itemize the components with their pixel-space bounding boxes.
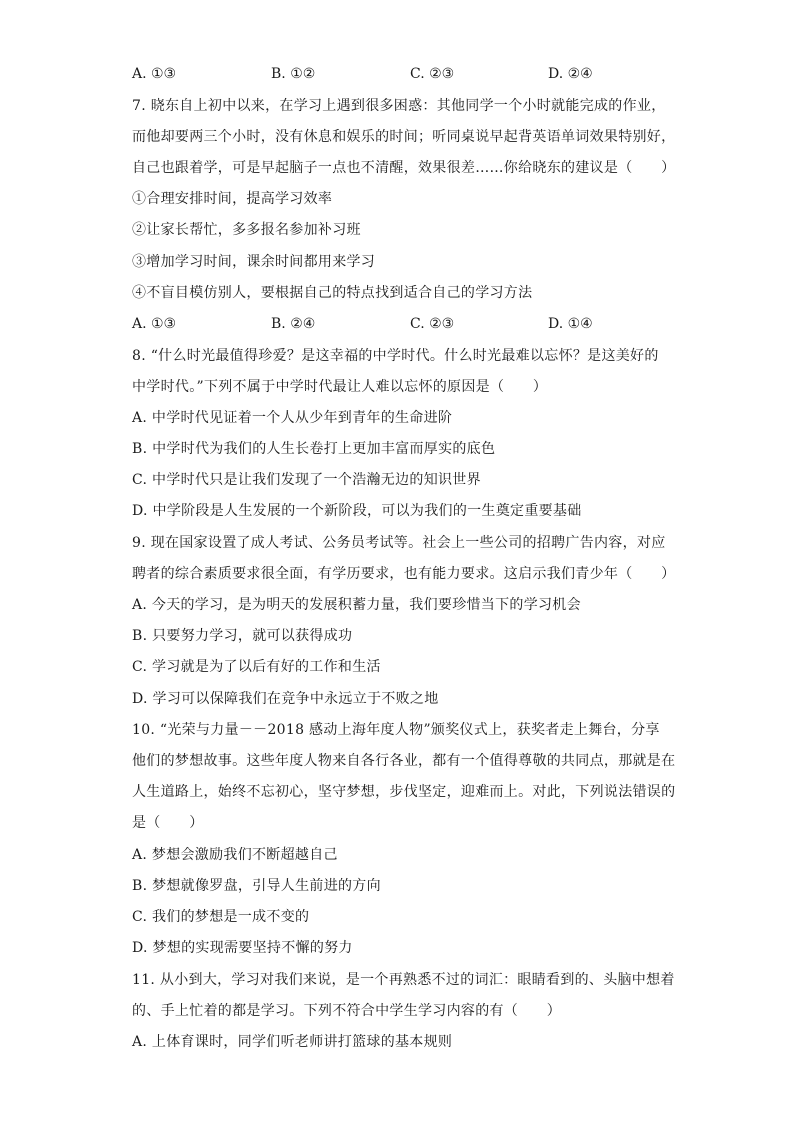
question-9-stem-line: 聘者的综合素质要求很全面，有学历要求，也有能力要求。这启示我们青少年（ ） (132, 566, 676, 582)
question-7-statement: ④不盲目模仿别人，要根据自己的特点找到适合自己的学习方法 (132, 285, 533, 301)
option-d: D. ②④ (548, 66, 593, 82)
question-7-statement: ②让家长帮忙，多多报名参加补习班 (132, 222, 361, 238)
question-10-stem-line: 他们的梦想故事。这些年度人物来自各行各业，都有一个值得尊敬的共同点，那就是在 (132, 753, 676, 769)
question-9-option-d: D. 学习可以保障我们在竞争中永远立于不败之地 (132, 691, 439, 707)
question-8-option-b: B. 中学时代为我们的人生长卷打上更加丰富而厚实的底色 (132, 441, 496, 457)
question-7-stem-line: 7. 晓东自上初中以来，在学习上遇到很多困惑：其他同学一个小时就能完成的作业， (132, 98, 666, 114)
question-8-option-a: A. 中学时代见证着一个人从少年到青年的生命进阶 (132, 410, 453, 426)
question-11-option-a: A. 上体育课时，同学们听老师讲打篮球的基本规则 (132, 1034, 453, 1050)
question-8-option-d: D. 中学阶段是人生发展的一个新阶段，可以为我们的一生奠定重要基础 (132, 503, 582, 519)
option-b: B. ②④ (271, 316, 316, 332)
question-7-statement: ③增加学习时间，课余时间都用来学习 (132, 254, 376, 270)
option-a: A. ①③ (132, 316, 177, 332)
question-7-stem-line: 而他却要两三个小时，没有休息和娱乐的时间；听同桌说早起背英语单词效果特别好， (132, 129, 676, 145)
question-8-stem-line: 中学时代。”下列不属于中学时代最让人难以忘怀的原因是（ ） (132, 379, 548, 395)
question-10-stem-line: 人生道路上，始终不忘初心，坚守梦想，步伐坚定，迎难而上。对此，下列说法错误的 (132, 784, 676, 800)
question-10-stem-line: 10. “光荣与力量－－2018 感动上海年度人物”颁奖仪式上，获奖者走上舞台，分享 (132, 722, 660, 738)
option-a: A. ①③ (132, 66, 177, 82)
question-10-option-c: C. 我们的梦想是一成不变的 (132, 909, 310, 925)
question-8-stem-line: 8. “什么时光最值得珍爱？是这幸福的中学时代。什么时光最难以忘怀？是这美好的 (132, 348, 659, 364)
question-9-stem-line: 9. 现在国家设置了成人考试、公务员考试等。社会上一些公司的招聘广告内容，对应 (132, 535, 666, 551)
question-10-option-d: D. 梦想的实现需要坚持不懈的努力 (132, 940, 353, 956)
question-11-stem-line: 11. 从小到大，学习对我们来说，是一个再熟悉不过的词汇：眼睛看到的、头脑中想着 (132, 972, 675, 988)
question-10-option-b: B. 梦想就像罗盘，引导人生前进的方向 (132, 878, 381, 894)
question-9-option-b: B. 只要努力学习，就可以获得成功 (132, 628, 353, 644)
question-7-stem-line: 自己也跟着学，可是早起脑子一点也不清醒，效果很差……你给晓东的建议是（ ） (132, 160, 676, 176)
option-b: B. ①② (271, 66, 316, 82)
question-8-option-c: C. 中学时代只是让我们发现了一个浩瀚无边的知识世界 (132, 472, 481, 488)
question-6-options (132, 64, 652, 84)
question-7-options (132, 314, 652, 334)
question-10-stem-line: 是（ ） (132, 815, 204, 831)
question-10-option-a: A. 梦想会激励我们不断超越自己 (132, 847, 338, 863)
option-c: C. ②③ (410, 316, 455, 332)
option-c: C. ②③ (410, 66, 455, 82)
question-7-statement: ①合理安排时间，提高学习效率 (132, 191, 333, 207)
question-9-option-a: A. 今天的学习，是为明天的发展积蓄力量，我们要珍惜当下的学习机会 (132, 597, 581, 613)
option-d: D. ①④ (548, 316, 593, 332)
question-11-stem-line: 的、手上忙着的都是学习。下列不符合中学生学习内容的有（ ） (132, 1003, 561, 1019)
question-9-option-c: C. 学习就是为了以后有好的工作和生活 (132, 659, 381, 675)
